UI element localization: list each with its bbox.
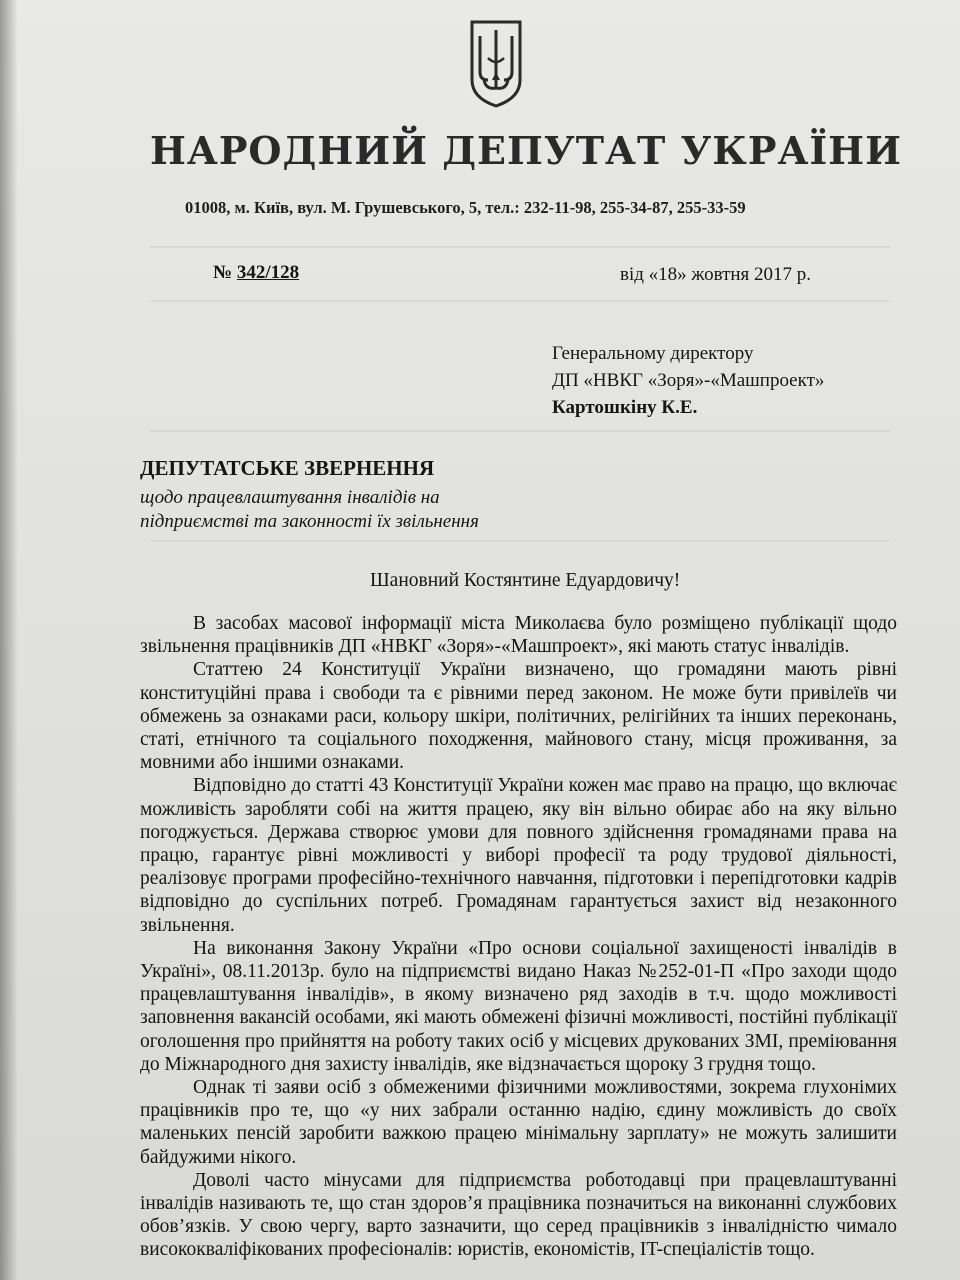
body-paragraph: На виконання Закону України «Про основи соціальної захищеності інвалідів в Україні», 08.11.2013р. було на підприємстві видано Наказ №252-01-П «Про заходи щодо працевлаштування інвалідів», в якому визначено ряд заходів в т.ч. щодо можливості заповнення вакансій особами, які мають обмежені фізичні можливості, постійні публікації оголошення про прийняття на роботу таких осіб у місцевих друкованих ЗМІ, преміювання до Міжнародного дня захисту інвалідів, яке відзначається щороку 3 грудня тощо. (140, 937, 897, 1075)
body-paragraph: Відповідно до статті 43 Конституції України кожен має право на працю, що включає можливість заробляти собі на життя працею, яку він вільно обирає або на яку вільно погоджується. Держава створює умови для повного здійснення громадянами права на працю, гарантує рівні можливості у виборі професії та роду трудової діяльності, реалізовує програми професійно-технічного навчання, підготовки і перепідготовки кадрів відповідно до суспільних потреб. Громадянам гарантується захист від незаконного звільнення. (140, 775, 897, 936)
bleed-through-line (150, 300, 890, 302)
addressee-position: Генеральному директору (552, 343, 754, 364)
addressee-name: Картошкіну К.Е. (552, 397, 698, 418)
bleed-through-line (150, 540, 890, 542)
body-paragraph: В засобах масової інформації міста Миколаєва було розміщено публікації щодо звільнення працівників ДП «НВКГ «Зоря»-«Машпроект», які мають статус інвалідів. (140, 613, 897, 658)
addressee-company: ДП «НВКГ «Зоря»-«Машпроект» (552, 370, 825, 391)
subject-line: підприємстві та законності їх звільнення (140, 511, 479, 532)
document-subject (140, 486, 479, 534)
addressee-block (552, 340, 824, 421)
body-paragraph: Однак ті заяви осіб з обмеженими фізичними можливостями, зокрема глухонімих працівників про те, що «у них забрали останню надію, єдину можливість до своїх маленьких пенсій заробити важкою працею мінімальну зарплату» не можуть залишити байдужими нікого. (140, 1077, 897, 1168)
body-paragraph: Доволі часто мінусами для підприємства роботодавці при працевлаштуванні інвалідів називають те, що стан здоров’я працівника позначиться на виконанні службових обов’язків. У свою чергу, варто зазначити, що серед працівників з інвалідністю чимало висококваліфікованих професіоналів: юристів, економістів, IT-спеціалістів тощо. (140, 1169, 897, 1261)
subject-line: щодо працевлаштування інвалідів на (140, 487, 440, 508)
letter-body (140, 612, 897, 1262)
org-title: НАРОДНИЙ ДЕПУТАТ УКРАЇНИ (150, 128, 902, 173)
trident-emblem-icon (468, 18, 524, 108)
registration-number (213, 262, 299, 284)
letter-date: від «18» жовтня 2017 р. (620, 264, 812, 285)
bleed-through-line (150, 430, 890, 432)
page-edge-shadow (0, 0, 18, 1280)
salutation: Шановний Костянтине Едуардовичу! (370, 570, 681, 591)
document-type: ДЕПУТАТСЬКЕ ЗВЕРНЕННЯ (140, 456, 435, 480)
body-paragraph: Статтею 24 Конституції України визначено, що громадяни мають рівні конституційні права і свободи та є рівними перед законом. Не може бути привілеїв чи обмежень за ознаками раси, кольору шкіри, політичних, релігійних та інших переконань, статі, етнічного та соціального походження, майнового стану, місця проживання, за мовними або іншими ознаками. (140, 659, 897, 774)
number-value: 342/128 (236, 262, 300, 283)
number-prefix: № (213, 262, 233, 283)
bleed-through-line (150, 246, 890, 248)
sender-address: 01008, м. Київ, вул. М. Грушевського, 5, тел.: 232-11-98, 255-34-87, 255-33-59 (185, 198, 746, 217)
